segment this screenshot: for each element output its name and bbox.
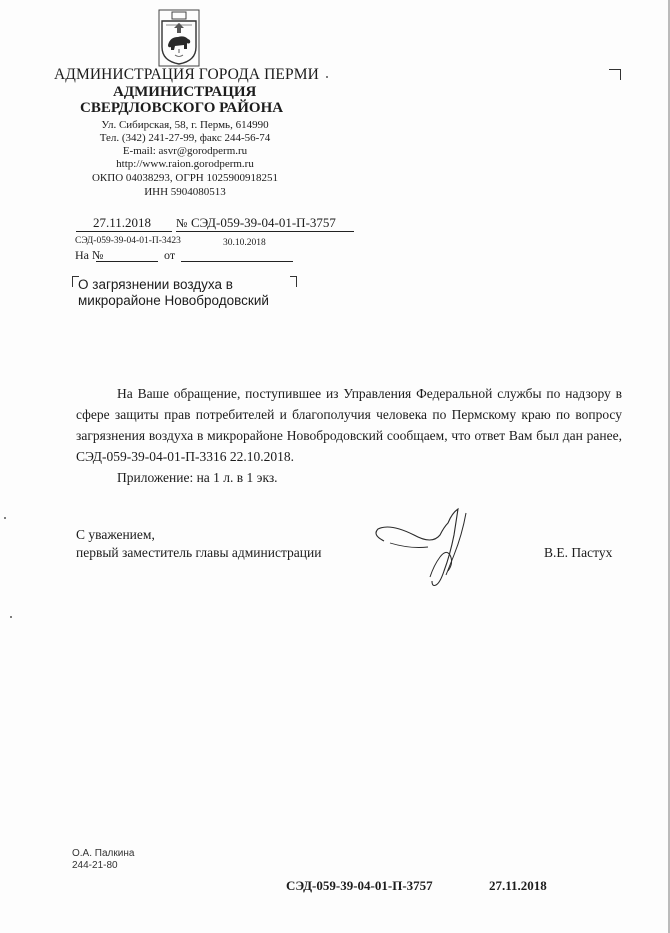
date-underline <box>76 231 172 232</box>
executor-phone: 244-21-80 <box>72 860 118 871</box>
attachment-line: Приложение: на 1 л. в 1 экз. <box>117 470 278 485</box>
org-phone: Тел. (342) 241-27-99, факс 244-56-74 <box>99 132 271 144</box>
org-inn: ИНН 5904080513 <box>144 186 226 198</box>
reference-date: 30.10.2018 <box>223 238 266 248</box>
org-codes: ОКПО 04038293, ОГРН 1025900918251 <box>91 172 279 184</box>
district-title: СВЕРДЛОВСКОГО РАЙОНА <box>80 100 284 116</box>
number-sign: № <box>176 216 188 230</box>
handwritten-signature <box>370 505 480 590</box>
signer-name: В.Е. Пастух <box>544 545 613 560</box>
ot-underline <box>181 261 293 262</box>
executor-name: О.А. Палкина <box>72 848 135 859</box>
na-label: На № <box>75 248 104 262</box>
registration-number: СЭД-059-39-04-01-П-3757 <box>191 215 336 230</box>
city-admin-title: АДМИНИСТРАЦИЯ ГОРОДА ПЕРМИ <box>54 66 319 83</box>
na-underline <box>96 261 158 262</box>
reference-number: СЭД-059-39-04-01-П-3423 <box>75 236 181 246</box>
ot-label: от <box>164 248 176 262</box>
letter-subject: О загрязнении воздуха в микрорайоне Новобродовский <box>78 277 269 308</box>
scan-speck <box>326 76 328 78</box>
scan-speck <box>4 517 6 519</box>
scan-speck <box>10 616 12 618</box>
registration-date: 27.11.2018 <box>93 215 152 230</box>
signer-position: первый заместитель главы администрации <box>76 545 322 560</box>
admin-title: АДМИНИСТРАЦИЯ <box>113 84 257 100</box>
addressee-corner-mark <box>609 69 621 80</box>
org-email: E-mail: asvr@gorodperm.ru <box>122 145 248 157</box>
closing-regards: С уважением, <box>76 527 155 542</box>
footer-registration-number: СЭД-059-39-04-01-П-3757 <box>286 878 433 893</box>
letter-body <box>76 383 622 488</box>
org-website: http://www.raion.gorodperm.ru <box>116 158 254 170</box>
footer-registration-date: 27.11.2018 <box>489 878 547 893</box>
coat-of-arms-icon <box>158 9 200 67</box>
org-address: Ул. Сибирская, 58, г. Пермь, 614990 <box>101 119 269 131</box>
number-underline <box>176 231 354 232</box>
body-paragraph: На Ваше обращение, поступившее из Управления Федеральной службы по надзору в сфере защиты прав потребителей и благополучия человека по Пермскому краю по вопросу загрязнения воздуха в микрорайоне Новобродовский сообщаем, что ответ Вам был дан ранее, СЭД-059-39-04-01-П-3316 22.10.2018. <box>76 386 622 464</box>
